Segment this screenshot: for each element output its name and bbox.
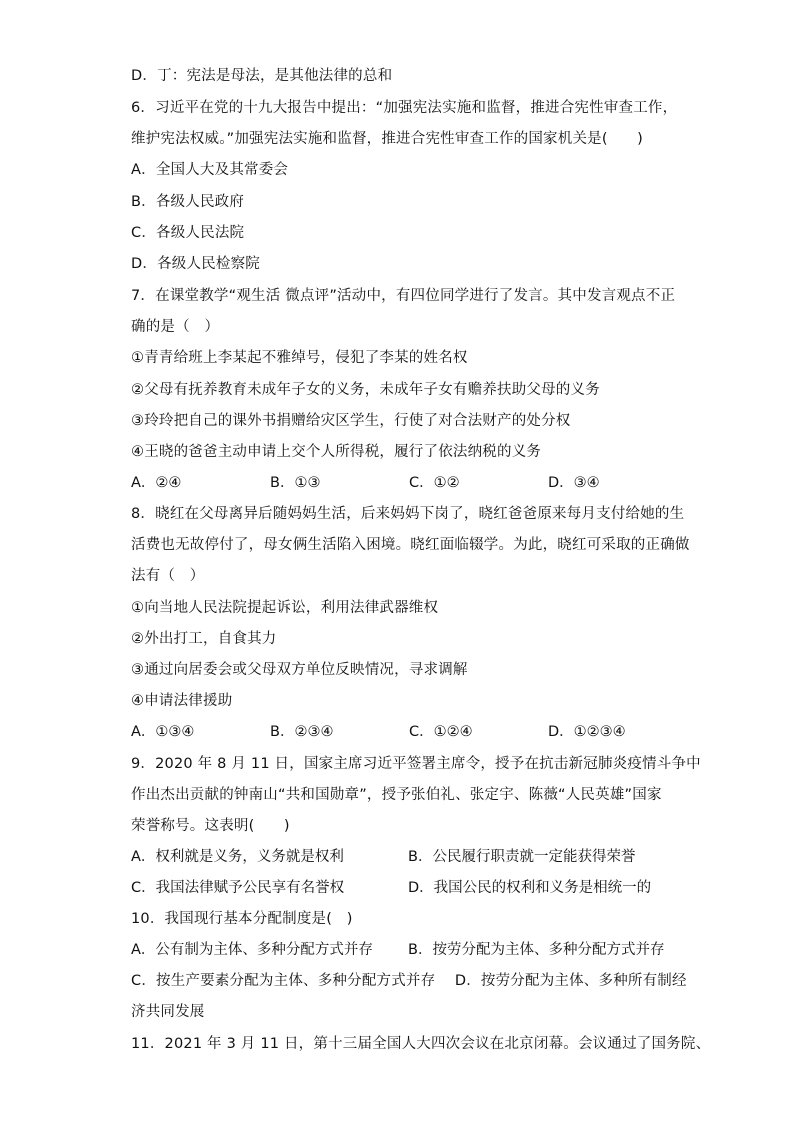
q7-option-d: D．③④ <box>548 475 600 491</box>
q8-option-c: C．①②④ <box>409 724 473 740</box>
q8-stem-line-2: 活费也无故停付了，母女俩生活陷入困境。晓红面临辍学。为此，晓红可采取的正确做 <box>131 537 690 553</box>
q6-stem-line-2: 维护宪法权威。”加强宪法实施和监督，推进合宪性审查工作的国家机关是( ) <box>131 131 643 147</box>
q8-statement-3: ③通过向居委会或父母双方单位反映情况，寻求调解 <box>131 662 468 678</box>
q10-option-d-continued: 济共同发展 <box>131 1004 205 1020</box>
q11-stem-line-1: 11．2021 年 3 月 11 日，第十三届全国人大四次会议在北京闭幕。会议通过了国务院、 <box>131 1036 711 1052</box>
q9-option-c: C．我国法律赋予公民享有名誉权 <box>131 880 345 896</box>
q8-option-d: D．①②③④ <box>548 724 626 740</box>
q7-statement-3: ③玲玲把自己的课外书捐赠给灾区学生，行使了对合法财产的处分权 <box>131 413 571 429</box>
q9-option-d: D．我国公民的权利和义务是相统一的 <box>408 880 652 896</box>
q6-option-c: C．各级人民法院 <box>131 225 245 241</box>
q6-option-a: A．全国人大及其常委会 <box>131 162 289 178</box>
q10-option-a: A．公有制为主体、多种分配方式并存 <box>131 942 373 958</box>
q7-statement-4: ④王晓的爸爸主动申请上交个人所得税，履行了依法纳税的义务 <box>131 444 542 460</box>
q9-option-b: B．公民履行职责就一定能获得荣誉 <box>408 849 636 865</box>
q7-option-a: A．②④ <box>131 475 182 491</box>
q6-stem-line-1: 6．习近平在党的十九大报告中提出：“加强宪法实施和监督，推进合宪性审查工作， <box>131 100 678 116</box>
q10-stem: 10．我国现行基本分配制度是( ) <box>131 911 353 927</box>
q6-option-d: D．各级人民检察院 <box>131 256 260 272</box>
q9-stem-line-2: 作出杰出贡献的钟南山“共和国勋章”，授予张伯礼、张定宇、陈薇“人民英雄”国家 <box>131 787 662 803</box>
q7-option-c: C．①② <box>409 475 460 491</box>
q7-statement-1: ①青青给班上李某起不雅绰号，侵犯了李某的姓名权 <box>131 350 468 366</box>
q8-statement-1: ①向当地人民法院提起诉讼，利用法律武器维权 <box>131 600 439 616</box>
q6-option-b: B．各级人民政府 <box>131 194 245 210</box>
q10-options-c-d: C．按生产要素分配为主体、多种分配方式并存 D．按劳分配为主体、多种所有制经 <box>131 973 687 989</box>
q7-stem-line-2: 确的是（ ） <box>131 319 220 335</box>
q9-option-a: A．权利就是义务，义务就是权利 <box>131 849 344 865</box>
q8-stem-line-1: 8．晓红在父母离异后随妈妈生活，后来妈妈下岗了，晓红爸爸原来每月支付给她的生 <box>131 506 685 522</box>
q7-statement-2: ②父母有抚养教育未成年子女的义务，未成年子女有赡养扶助父母的义务 <box>131 382 600 398</box>
q7-option-b: B．①③ <box>270 475 321 491</box>
q8-option-b: B．②③④ <box>270 724 334 740</box>
q10-option-b: B．按劳分配为主体、多种分配方式并存 <box>408 942 665 958</box>
q5-option-d: D．丁：宪法是母法，是其他法律的总和 <box>131 68 393 84</box>
q8-stem-line-3: 法有（ ） <box>131 568 205 584</box>
q8-option-a: A．①③④ <box>131 724 195 740</box>
q9-stem-line-1: 9．2020 年 8 月 11 日，国家主席习近平签署主席令，授予在抗击新冠肺炎疫情斗争中 <box>131 756 701 772</box>
q8-statement-2: ②外出打工，自食其力 <box>131 631 277 647</box>
q9-stem-line-3: 荣誉称号。这表明( ) <box>131 818 290 834</box>
q7-stem-line-1: 7．在课堂教学“观生活 微点评”活动中，有四位同学进行了发言。其中发言观点不正 <box>131 288 676 304</box>
q8-statement-4: ④申请法律援助 <box>131 693 233 709</box>
